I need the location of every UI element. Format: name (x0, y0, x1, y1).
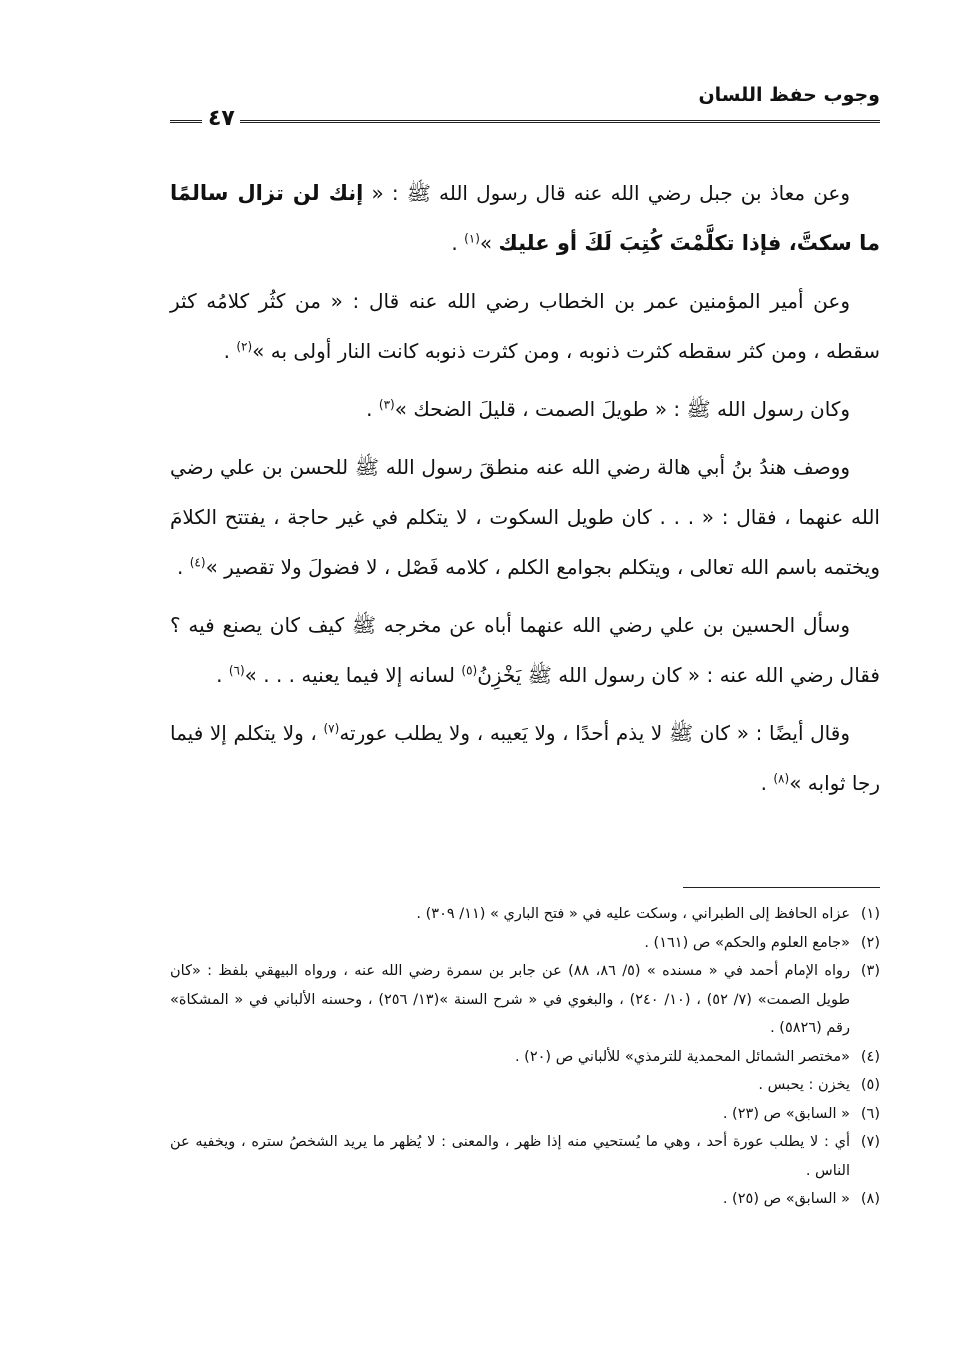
page-number: ٤٧ (208, 106, 235, 131)
paragraph-also (170, 708, 880, 808)
footnote-item (170, 957, 880, 1043)
footnotes (170, 900, 880, 1214)
footnote-text: « السابق» ص (٢٣) . (722, 1105, 850, 1122)
footnote-ref[interactable]: (١) (464, 231, 480, 246)
footnote-ref[interactable]: (٤) (189, 555, 206, 570)
text-span: وسأل الحسين بن علي رضي الله عنهما أباه عن مخرجه ﷺ كيف كان يصنع فيه ؟ فقال رضي الله عنه : « كان رسول الله ﷺ يَخْزِنُ (170, 613, 880, 687)
text-span: وعن معاذ بن جبل رضي الله عنه قال رسول الله ﷺ : « (363, 181, 851, 205)
footnote-number: (١) (860, 906, 880, 922)
text-span: . (216, 663, 229, 687)
footnote-item (170, 929, 880, 958)
footnote-text: «جامع العلوم والحكم» ص (١٦١) . (644, 934, 850, 951)
footnote-item (170, 1071, 880, 1100)
footnote-ref[interactable]: (٧) (323, 721, 340, 736)
footnote-text: « السابق» ص (٢٥) . (722, 1191, 850, 1207)
footnote-number: (٧) (860, 1134, 880, 1150)
footnote-number: (٨) (860, 1191, 880, 1207)
text-span: . (366, 397, 379, 421)
footnote-item (170, 1128, 880, 1185)
text-span: ، ولا يتكلم إلا فيما رجا ثوابه » (170, 721, 880, 795)
footnote-ref[interactable]: (٣) (378, 397, 395, 412)
paragraph-silence (170, 384, 880, 434)
footnote-number: (٣) (860, 963, 880, 979)
running-title: وجوب حفظ اللسان (698, 84, 880, 106)
text-span: ووصف هندُ بنُ أبي هالة رضي الله عنه منطقَ رسول الله ﷺ للحسن بن علي رضي الله عنهما ، فقال : « . . . كان طويل السكوت ، لا يتكلم في غير حاجة ، يفتتح الكلامَ ويختمه باسم الله تعالى ، ويتكلم بجوامع الكلم ، كلامه فَصْل ، لا فضولَ ولا تقصير » (170, 455, 880, 579)
footnote-text: يخزن : يحبس . (758, 1077, 850, 1093)
footnote-ref[interactable]: (٢) (236, 339, 253, 354)
text-span: وكان رسول الله ﷺ : « طويلَ الصمت ، قليلَ الضحك » (394, 397, 850, 421)
text-span: . (451, 231, 465, 255)
text-span: لسانه إلا فيما يعنيه . . . » (244, 663, 462, 687)
footnote-number: (٦) (860, 1105, 880, 1122)
main-text (170, 168, 880, 816)
page-header (170, 80, 880, 130)
footnote-text: عزاه الحافظ إلى الطبراني ، وسكت عليه في « فتح الباري » (١١/ ٣٠٩) . (416, 906, 850, 922)
footnote-number: (٥) (860, 1077, 880, 1093)
footnote-item (170, 1100, 880, 1129)
text-span: . (177, 555, 190, 579)
footnote-separator (683, 887, 880, 888)
text-span: . (223, 339, 237, 363)
paragraph-husayn (170, 600, 880, 700)
footnote-number: (٢) (860, 934, 880, 951)
footnote-text: رواه الإمام أحمد في « مسنده » (٥/ ٨٦، ٨٨) عن جابر بن سمرة رضي الله عنه ، ورواه البيهقي بلفظ : «كان طويل الصمت» (٧/ ٥٢) ، (١٠/ ٢٤٠) ، والبغوي في « شرح السنة »(١٣/ ٢٥٦) ، وحسنه الألباني في « المشكاة» رقم (٥٨٢٦) . (170, 963, 850, 1036)
hadith-quote: إنك لن تزال سالمًا ما سكتَّ، فإذا تكلَّمْتَ كُتِبَ لَكَ أو عليك (170, 181, 880, 255)
footnote-item (170, 900, 880, 929)
header-rule (240, 120, 880, 123)
footnote-text: «مختصر الشمائل المحمدية للترمذي» للألباني ص (٢٠) . (514, 1048, 850, 1065)
paragraph-umar (170, 276, 880, 376)
paragraph-hind (170, 442, 880, 592)
footnote-ref[interactable]: (٦) (228, 663, 245, 678)
footnote-text: أي : لا يطلب عورة أحد ، وهي ما يُستحيي منه إذا ظهر ، والمعنى : لا يُظهر ما يريد الشخصُ ستره ، ويخفيه عن الناس . (170, 1134, 850, 1179)
footnote-item (170, 1185, 880, 1214)
text-span: . (760, 771, 774, 795)
text-span: وقال أيضًا : « كان ﷺ لا يذم أحدًا ، ولا يَعيبه ، ولا يطلب عورته (339, 721, 850, 745)
paragraph-muadh (170, 168, 880, 268)
footnote-ref[interactable]: (٥) (461, 663, 478, 678)
footnote-ref[interactable]: (٨) (773, 771, 790, 786)
footnote-item (170, 1043, 880, 1072)
text-span: » (479, 231, 499, 255)
footnote-number: (٤) (860, 1048, 880, 1065)
page-number-dash (170, 120, 202, 123)
text-span: وعن أمير المؤمنين عمر بن الخطاب رضي الله عنه قال : « من كثُر كلامُه كثر سقطه ، ومن كثر سقطه كثرت ذنوبه ، ومن كثرت ذنوبه كانت النار أولى به » (170, 289, 880, 363)
